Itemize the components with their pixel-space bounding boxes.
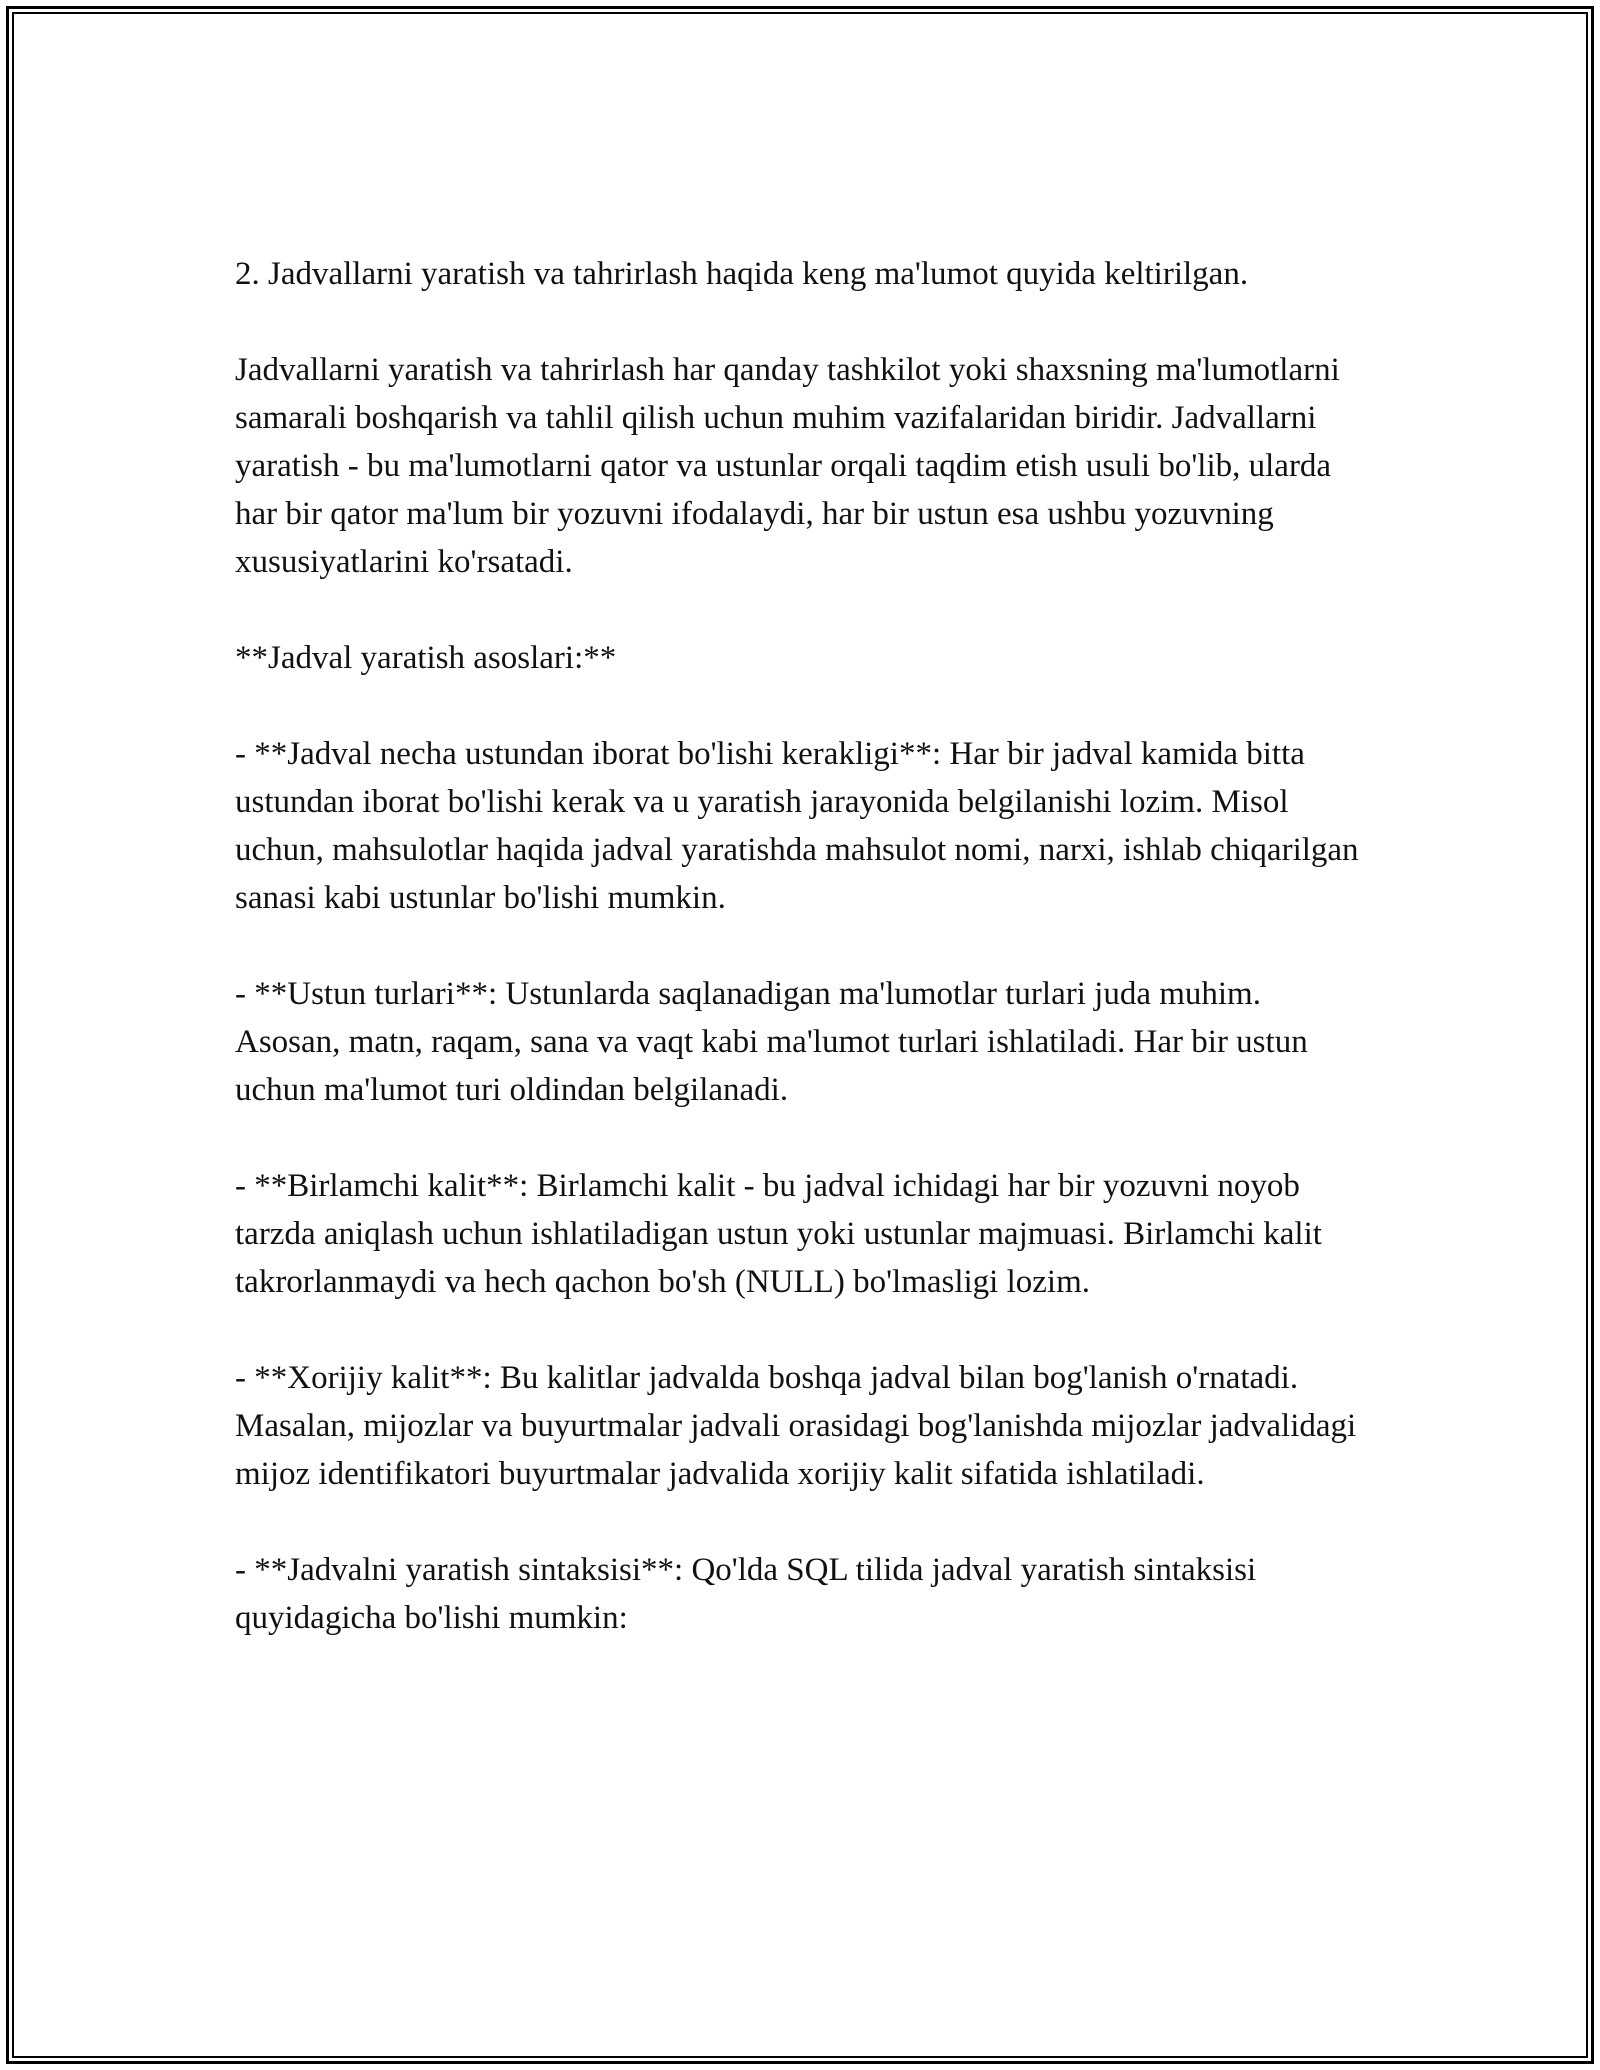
document-heading: 2. Jadvallarni yaratish va tahrirlash haqida keng ma'lumot quyida keltirilgan.: [235, 256, 1249, 292]
list-item: - **Jadval necha ustundan iborat bo'lishi kerakligi**: Har bir jadval kamida bitta ustundan iborat bo'lishi kerak va u yaratish jarayonida belgilanishi lozim. Misol uchun, mahsulotlar haqida jadval yaratishda mahsulot nomi, narxi, ishlab chiqarilgan sanasi kabi ustunlar bo'lishi mumkin.: [235, 736, 1359, 916]
list-item: - **Jadvalni yaratish sintaksisi**: Qo'lda SQL tilida jadval yaratish sintaksisi quyidagicha bo'lishi mumkin:: [235, 1552, 1257, 1636]
list-item: - **Xorijiy kalit**: Bu kalitlar jadvalda boshqa jadval bilan bog'lanish o'rnatadi. Masalan, mijozlar va buyurtmalar jadvali orasidagi bog'lanishda mijozlar jadvalidagi mijoz identifikatori buyurtmalar jadvalida xorijiy kalit sifatida ishlatiladi.: [235, 1360, 1357, 1492]
document-body: [235, 250, 1370, 1690]
section-title: **Jadval yaratish asoslari:**: [235, 640, 617, 676]
list-item: - **Ustun turlari**: Ustunlarda saqlanadigan ma'lumotlar turlari juda muhim. Asosan, matn, raqam, sana va vaqt kabi ma'lumot turlari ishlatiladi. Har bir ustun uchun ma'lumot turi oldindan belgilanadi.: [235, 976, 1308, 1108]
list-item: - **Birlamchi kalit**: Birlamchi kalit - bu jadval ichidagi har bir yozuvni noyob tarzda aniqlash uchun ishlatiladigan ustun yoki ustunlar majmuasi. Birlamchi kalit takrorlanmaydi va hech qachon bo'sh (NULL) bo'lmasligi lozim.: [235, 1168, 1322, 1300]
intro-paragraph: Jadvallarni yaratish va tahrirlash har qanday tashkilot yoki shaxsning ma'lumotlarni samarali boshqarish va tahlil qilish uchun muhim vazifalaridan biridir. Jadvallarni yaratish - bu ma'lumotlarni qator va ustunlar orqali taqdim etish usuli bo'lib, ularda har bir qator ma'lum bir yozuvni ifodalaydi, har bir ustun esa ushbu yozuvning xususiyatlarini ko'rsatadi.: [235, 352, 1340, 580]
